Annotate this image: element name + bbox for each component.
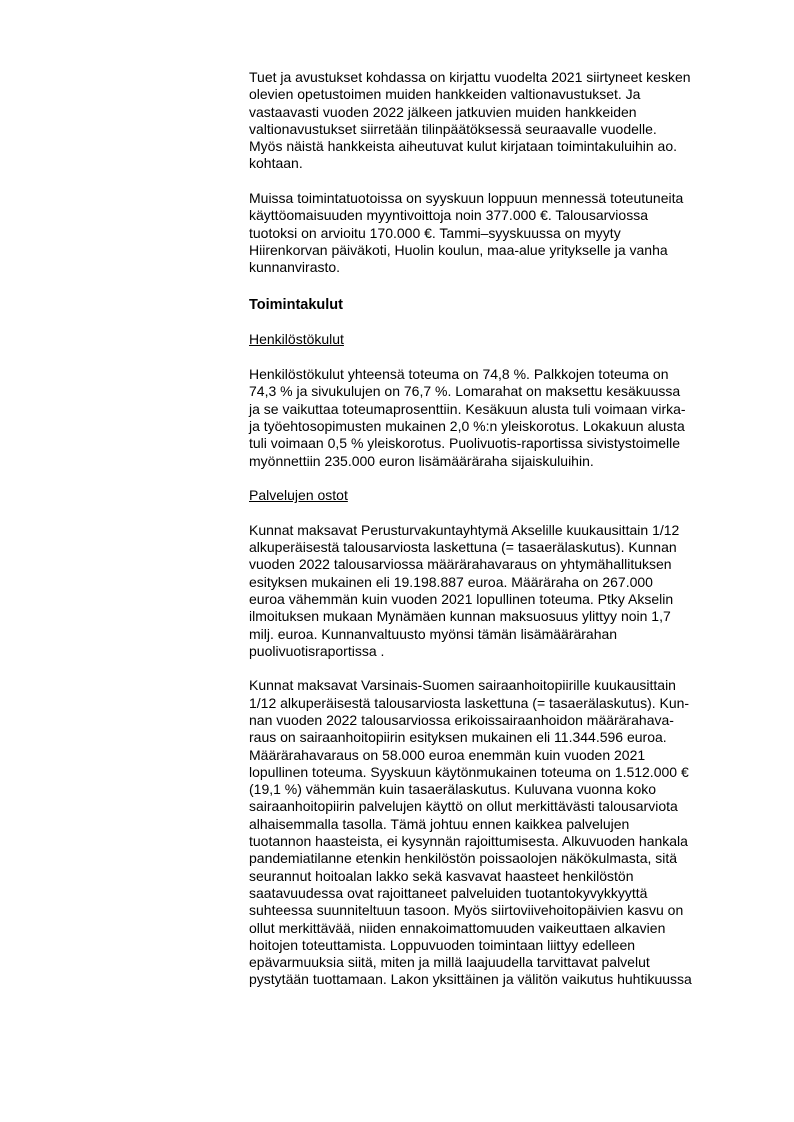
- text-line: tuli voimaan 0,5 % yleiskorotus. Puolivuotis-raportissa sivistystoimelle: [249, 435, 681, 452]
- text-line: alhaisemmalla tasolla. Tämä johtuu ennen kaikkea palvelujen: [249, 815, 630, 832]
- text-line: euroa vähemmän kuin vuoden 2021 lopullinen toteuma. Ptky Akselin: [249, 590, 674, 607]
- text-line: Tuet ja avustukset kohdassa on kirjattu vuodelta 2021 siirtyneet kesken: [249, 69, 691, 85]
- paragraph-hospital-district: [249, 677, 759, 988]
- text-line: 74,3 % ja sivukulujen on 76,7 %. Lomarahat on maksettu kesäkuussa: [249, 383, 681, 400]
- paragraph-spacer: [249, 277, 759, 294]
- paragraph-spacer: [249, 349, 759, 366]
- text-line: kunnanvirasto.: [249, 259, 341, 276]
- text-line: Henkilöstökulut yhteensä toteuma on 74,8 %. Palkkojen toteuma on: [249, 366, 669, 383]
- text-line: milj. euroa. Kunnanvaltuusto myönsi tämän lisämäärärahan: [249, 625, 618, 642]
- text-line: sairaanhoitopiirin palvelujen käyttö on ollut merkittävästi talousarviota: [249, 798, 678, 815]
- paragraph-spacer: [249, 314, 759, 331]
- text-line: pystytään tuottamaan. Lakon yksittäinen ja välitön vaikutus huhtikuussa: [249, 971, 692, 988]
- paragraph-staff-costs: [249, 366, 759, 470]
- paragraph-spacer: [249, 504, 759, 521]
- text-line: saatavuudessa ovat rajoittaneet palveluiden tuotantokyvykkyyttä: [249, 884, 648, 901]
- section-heading: Toimintakulut: [249, 296, 343, 313]
- text-line: seurannut hoitoalan lakko sekä kasvavat haasteet henkilöstön: [249, 867, 634, 884]
- text-line: nan vuoden 2022 talousarviossa erikoissairaanhoidon määrärahava-: [249, 711, 674, 728]
- text-line: valtionavustukset siirretään tilinpäätöksessä seuraavalle vuodelle.: [249, 120, 657, 137]
- subsection-heading-staff: Henkilöstökulut: [249, 331, 344, 348]
- text-line: suhteessa suunniteltuun tasoon. Myös siirtoviivehoitopäivien kasvu on: [249, 902, 684, 919]
- text-line: hoitojen toteuttamista. Loppuvuoden toimintaan liittyy edelleen: [249, 936, 636, 953]
- text-line: lopullinen toteuma. Syyskuun käytönmukainen toteuma on 1.512.000 €: [249, 763, 689, 780]
- paragraph-grants: [249, 69, 759, 173]
- text-line: alkuperäisestä talousarviosta laskettuna (= tasaerälaskutus). Kunnan: [249, 539, 677, 556]
- text-line: epävarmuuksia siitä, miten ja millä laajuudella tarvittavat palvelut: [249, 954, 650, 971]
- document-body: [249, 69, 759, 989]
- text-line: vastaavasti vuoden 2022 jälkeen jatkuvien muiden hankkeiden: [249, 103, 637, 120]
- text-line: Määrärahavaraus on 58.000 euroa enemmän kuin vuoden 2021: [249, 746, 646, 763]
- text-line: ilmoituksen mukaan Mynämäen kunnan maksuosuus ylittyy noin 1,7: [249, 608, 671, 625]
- paragraph-spacer: [249, 173, 759, 190]
- text-line: Myös näistä hankkeista aiheutuvat kulut kirjataan toimintakuluihin ao.: [249, 138, 678, 155]
- text-line: käyttöomaisuuden myyntivoittoja noin 377.000 €. Talousarviossa: [249, 207, 648, 224]
- text-line: 1/12 alkuperäisestä talousarviosta laskettuna (= tasaerälaskutus). Kun-: [249, 694, 690, 711]
- text-line: Hiirenkorvan päiväkoti, Huolin koulun, maa-alue yritykselle ja vanha: [249, 241, 668, 258]
- text-line: raus on sairaanhoitopiirin esityksen mukainen eli 11.344.596 euroa.: [249, 729, 667, 746]
- paragraph-akseli: [249, 522, 759, 660]
- text-line: (19,1 %) vähemmän kuin tasaerälaskutus. Kuluvana vuonna koko: [249, 781, 657, 798]
- text-line: ollut merkittävää, niiden ennakoimattomuuden vaikeuttaen alkavien: [249, 919, 666, 936]
- paragraph-other-income: [249, 190, 759, 276]
- paragraph-spacer: [249, 660, 759, 677]
- text-line: ja se vaikuttaa toteumaprosenttiin. Kesäkuun alusta tuli voimaan virka-: [249, 400, 686, 417]
- paragraph-spacer: [249, 470, 759, 487]
- text-line: Kunnat maksavat Varsinais-Suomen sairaanhoitopiirille kuukausittain: [249, 677, 676, 694]
- text-line: kohtaan.: [249, 155, 303, 172]
- text-line: puolivuotisraportissa .: [249, 642, 385, 659]
- text-line: ja työehtosopimusten mukainen 2,0 %:n yleiskorotus. Lokakuun alusta: [249, 417, 685, 434]
- text-line: Kunnat maksavat Perusturvakuntayhtymä Akselille kuukausittain 1/12: [249, 521, 680, 538]
- text-line: tuotoksi on arvioitu 170.000 €. Tammi–syyskuussa on myyty: [249, 224, 621, 241]
- text-line: vuoden 2022 talousarviossa määrärahavaraus on yhtymähallituksen: [249, 556, 672, 573]
- text-line: Muissa toimintatuotoissa on syyskuun loppuun mennessä toteutuneita: [249, 190, 684, 207]
- text-line: myönnettiin 235.000 euron lisämääräraha sijaiskuluihin.: [249, 452, 594, 469]
- text-line: pandemiatilanne etenkin henkilöstön poissaolojen näkökulmasta, sitä: [249, 850, 678, 867]
- text-line: esityksen mukainen eli 19.198.887 euroa. Määräraha on 267.000: [249, 573, 653, 590]
- text-line: tuotannon haasteista, ei kysynnän rajoittumisesta. Alkuvuoden hankala: [249, 833, 688, 850]
- subsection-heading-services: Palvelujen ostot: [249, 487, 348, 504]
- text-line: olevien opetustoimen muiden hankkeiden valtionavustukset. Ja: [249, 86, 641, 103]
